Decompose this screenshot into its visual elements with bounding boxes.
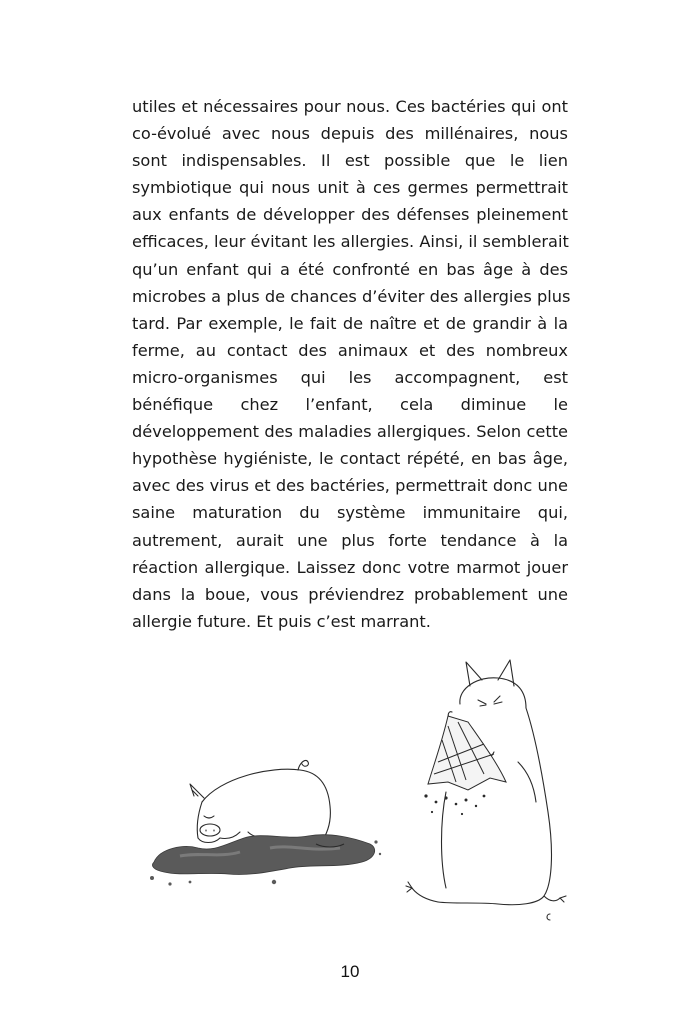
text-line: réaction allergique. Laissez donc votre marmot jouer — [132, 557, 568, 577]
text-line: microbes a plus de chances d’éviter des allergies plus — [132, 286, 571, 306]
text-line: allergie future. Et puis c’est marrant. — [132, 611, 431, 631]
body-paragraph — [132, 93, 571, 635]
text-line: hypothèse hygiéniste, le contact répété, en bas âge, — [132, 449, 568, 469]
text-line: micro-organismes qui les accompagnent, est — [132, 367, 568, 387]
text-line: ferme, au contact des animaux et des nombreux — [132, 340, 568, 360]
pig-in-mud-illustration — [140, 744, 390, 894]
text-line: bénéfique chez l’enfant, cela diminue le — [132, 395, 568, 415]
text-line: avec des virus et des bactéries, permettrait donc une — [132, 476, 568, 496]
text-line: autrement, aurait une plus forte tendance à la — [132, 530, 568, 550]
text-line: tard. Par exemple, le fait de naître et de grandir à la — [132, 313, 568, 333]
text-line: aux enfants de développer des défenses pleinement — [132, 205, 568, 225]
text-line: développement des maladies allergiques. Selon cette — [132, 422, 568, 442]
page-number: 10 — [340, 962, 360, 981]
text-line: co-évolué avec nous depuis des millénaires, nous — [132, 124, 568, 144]
mud-puddle — [150, 835, 381, 886]
sneezing-creature-illustration — [398, 652, 570, 928]
handkerchief — [428, 716, 506, 790]
text-line: efficaces, leur évitant les allergies. Ainsi, il semblerait — [132, 232, 569, 252]
text-line: dans la boue, vous préviendrez probablement une — [132, 584, 568, 604]
text-line: utiles et nécessaires pour nous. Ces bactéries qui ont — [132, 97, 568, 116]
text-line: qu’un enfant qui a été confronté en bas âge à des — [132, 259, 568, 279]
text-line: symbiotique qui nous unit à ces germes permettrait — [132, 178, 568, 198]
text-line: saine maturation du système immunitaire qui, — [132, 503, 568, 523]
text-line: sont indispensables. Il est possible que le lien — [132, 151, 568, 171]
